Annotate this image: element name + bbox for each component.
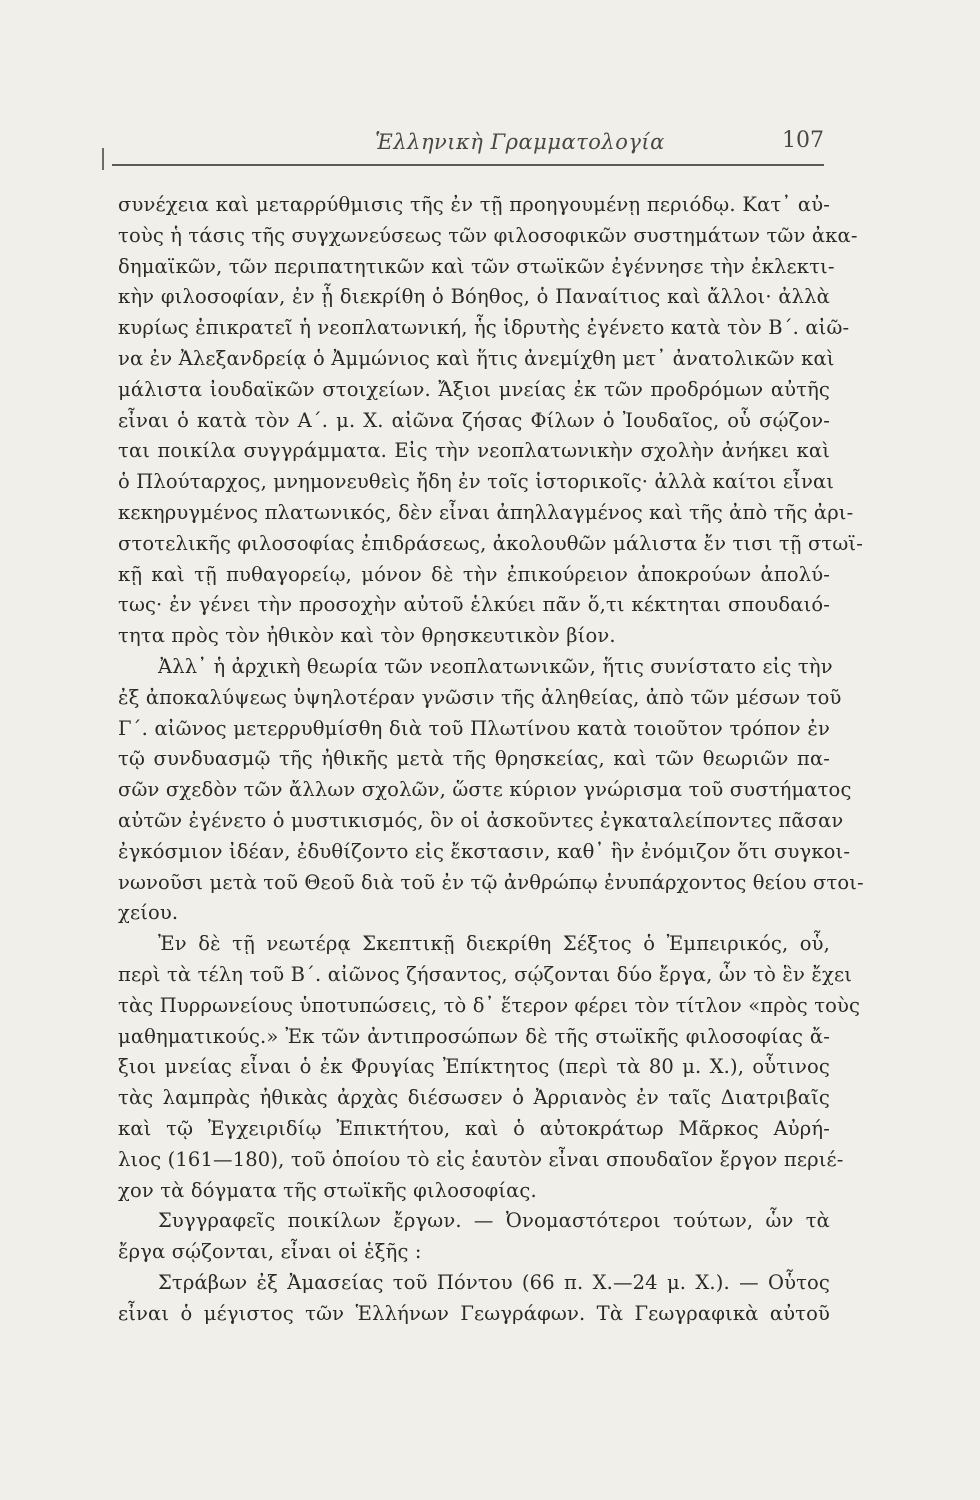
text-line: να ἐν Ἀλεξανδρείᾳ ὁ Ἀμμώνιος καὶ ἥτις ἀνεμίχθη μετ᾿ ἀνατολικῶν καὶ	[118, 346, 835, 370]
header-rule	[112, 164, 824, 166]
text-line: κεκηρυγμένος πλατωνικός, δὲν εἶναι ἀπηλλαγμένος καὶ τῆς ἀπὸ τῆς ἀρι-	[118, 500, 854, 524]
text-line: καὶ τῷ Ἐγχειριδίῳ Ἐπικτήτου, καὶ ὁ αὐτοκράτωρ Μᾶρκος Αὐρή-	[118, 1116, 830, 1140]
text-line: ἐγκόσμιον ἰδέαν, ἐδυθίζοντο εἰς ἔκστασιν, καθ᾿ ἣν ἐνόμιζον ὅτι συγκοι-	[118, 839, 851, 863]
text-line: Ἀλλ᾿ ἡ ἀρχικὴ θεωρία τῶν νεοπλατωνικῶν, ἥτις συνίστατο εἰς τὴν	[158, 654, 833, 678]
text-line: χον τὰ δόγματα τῆς στωϊκῆς φιλοσοφίας.	[118, 1178, 537, 1202]
text-line: Στράβων ἐξ Ἀμασείας τοῦ Πόντου (66 π. Χ.—24 μ. Χ.). — Οὗτος	[158, 1270, 830, 1294]
text-line: τὰς λαμπρὰς ἠθικὰς ἀρχὰς διέσωσεν ὁ Ἀρριανὸς ἐν ταῖς Διατριβαῖς	[118, 1086, 830, 1110]
text-line: χείου.	[118, 901, 179, 925]
text-line: αὐτῶν ἐγένετο ὁ μυστικισμός, ὃν οἱ ἀσκοῦντες ἐγκαταλείποντες πᾶσαν	[118, 808, 844, 832]
text-line: μάλιστα ἰουδαϊκῶν στοιχείων. Ἄξιοι μνείας ἐκ τῶν προδρόμων αὐτῆς	[118, 377, 830, 401]
text-line: τοὺς ἡ τάσις τῆς συγχωνεύσεως τῶν φιλοσοφικῶν συστημάτων τῶν ἀκα-	[118, 223, 858, 247]
text-line: Ἐν δὲ τῇ νεωτέρᾳ Σκεπτικῇ διεκρίθη Σέξτος ὁ Ἐμπειρικός, οὗ,	[158, 932, 830, 956]
text-line: εἶναι ὁ μέγιστος τῶν Ἑλλήνων Γεωγράφων. Τὰ Γεωγραφικὰ αὐτοῦ	[118, 1301, 830, 1325]
text-line: κῇ καὶ τῇ πυθαγορείῳ, μόνον δὲ τὴν ἐπικούρειον ἀποκρούων ἀπολύ-	[118, 562, 830, 586]
margin-mark	[102, 148, 104, 170]
body-text	[118, 190, 864, 1329]
text-line: ἐξ ἀποκαλύψεως ὑψηλοτέραν γνῶσιν τῆς ἀληθείας, ἀπὸ τῶν μέσων τοῦ	[118, 685, 842, 709]
text-line: ξιοι μνείας εἶναι ὁ ἐκ Φρυγίας Ἐπίκτητος (περὶ τὰ 80 μ. Χ.), οὗτινος	[118, 1055, 830, 1079]
text-line: εἶναι ὁ κατὰ τὸν Α΄. μ. Χ. αἰῶνα ζήσας Φίλων ὁ Ἰουδαῖος, οὗ σῴζον-	[118, 408, 830, 432]
text-line: νωνοῦσι μετὰ τοῦ Θεοῦ διὰ τοῦ ἐν τῷ ἀνθρώπῳ ἐνυπάρχοντος θείου στοι-	[118, 870, 864, 894]
text-line: Γ΄. αἰῶνος μετερρυθμίσθη διὰ τοῦ Πλωτίνου κατὰ τοιοῦτον τρόπον ἐν	[118, 716, 830, 740]
text-line: τως· ἐν γένει τὴν προσοχὴν αὐτοῦ ἑλκύει πᾶν ὅ,τι κέκτηται σπουδαιό-	[118, 593, 830, 617]
text-line: τητα πρὸς τὸν ἠθικὸν καὶ τὸν θρησκευτικὸν βίον.	[118, 624, 616, 648]
text-line: στοτελικῆς φιλοσοφίας ἐπιδράσεως, ἀκολουθῶν μάλιστα ἔν τισι τῇ στωϊ-	[118, 531, 863, 555]
text-line: ται ποικίλα συγγράμματα. Εἰς τὴν νεοπλατωνικὴν σχολὴν ἀνήκει καὶ	[118, 439, 830, 463]
text-line: κυρίως ἐπικρατεῖ ἡ νεοπλατωνική, ἧς ἱδρυτὴς ἐγένετο κατὰ τὸν Β΄. αἰῶ-	[118, 316, 850, 340]
running-title: Ἑλληνικὴ Γραμματολογία	[375, 130, 665, 154]
text-line: σῶν σχεδὸν τῶν ἄλλων σχολῶν, ὥστε κύριον γνώρισμα τοῦ συστήματος	[118, 778, 852, 802]
text-line: συνέχεια καὶ μεταρρύθμισις τῆς ἐν τῇ προηγουμένῃ περιόδῳ. Κατ᾿ αὐ-	[118, 193, 830, 216]
text-line: μαθηματικούς.» Ἐκ τῶν ἀντιπροσώπων δὲ τῆς στωϊκῆς φιλοσοφίας ἄ-	[118, 1024, 830, 1048]
text-line: λιος (161—180), τοῦ ὁποίου τὸ εἰς ἑαυτὸν εἶναι σπουδαῖον ἔργον περιέ-	[118, 1147, 844, 1171]
text-line: περὶ τὰ τέλη τοῦ Β΄. αἰῶνος ζήσαντος, σῴζονται δύο ἔργα, ὧν τὸ ἓν ἔχει	[118, 962, 853, 986]
text-line: Συγγραφεῖς ποικίλων ἔργων. — Ὀνομαστότεροι τούτων, ὧν τὰ	[158, 1209, 830, 1233]
page-header	[112, 124, 824, 164]
text-line: κὴν φιλοσοφίαν, ἐν ᾗ διεκρίθη ὁ Βόηθος, ὁ Παναίτιος καὶ ἄλλοι· ἀλλὰ	[118, 285, 830, 309]
text-line: τῷ συνδυασμῷ τῆς ἠθικῆς μετὰ τῆς θρησκείας, καὶ τῶν θεωριῶν πα-	[118, 747, 830, 771]
text-line: τὰς Πυρρωνείους ὑποτυπώσεις, τὸ δ᾿ ἕτερον φέρει τὸν τίτλον «πρὸς τοὺς	[118, 993, 861, 1017]
text-line: ἔργα σῴζονται, εἶναι οἱ ἑξῆς :	[118, 1240, 422, 1264]
page-number: 107	[782, 128, 824, 153]
text-line: ὁ Πλούταρχος, μνημονευθεὶς ἤδη ἐν τοῖς ἱστορικοῖς· ἀλλὰ καίτοι εἶναι	[118, 470, 835, 494]
text-line: δημαϊκῶν, τῶν περιπατητικῶν καὶ τῶν στωϊκῶν ἐγέννησε τὴν ἐκλεκτι-	[118, 254, 835, 278]
